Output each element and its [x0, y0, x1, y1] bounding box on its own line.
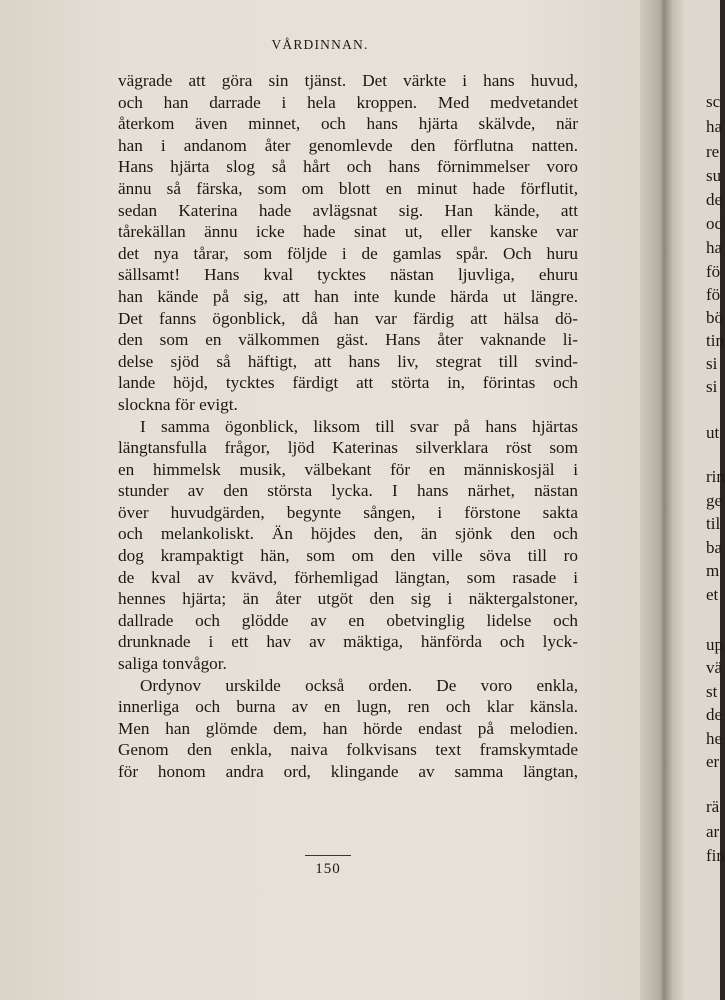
right-page-fragment: er	[706, 752, 720, 771]
text-line: delse sjöd så häftigt, att hans liv, stegrat till svind-	[118, 351, 578, 371]
right-page-fragment: ut	[706, 423, 720, 442]
text-line: han kände på sig, att han inte kunde härda ut längre.	[118, 286, 578, 306]
text-line: Genom den enkla, naiva folkvisans text framskymtade	[118, 740, 578, 760]
right-page-fragment: bö	[706, 308, 723, 327]
text-line: han i andanom åter genomlevde den förflutna natten.	[118, 135, 578, 155]
right-page-fragment: sc	[706, 92, 721, 111]
right-page-fragment: til	[706, 514, 721, 533]
text-line: stunder av den största lycka. I hans närhet, nästan	[118, 481, 578, 501]
text-line: tårekällan ännu icke hade sinat ut, eller kanske var	[118, 222, 578, 242]
text-line: lande höjd, tycktes färdigt att störta in, förintas och	[118, 373, 578, 393]
right-page-fragment: he	[706, 729, 723, 748]
right-page-fragment: ha	[706, 117, 723, 136]
right-page-fragment: de	[706, 705, 723, 724]
right-page-fragment: fin	[706, 846, 725, 865]
page-number: 150	[315, 861, 341, 877]
right-page-fragment: m	[706, 561, 720, 580]
book-gutter	[640, 0, 684, 1000]
right-page	[684, 0, 725, 1000]
text-line: ännu så färska, som om blott en minut hade förflutit,	[118, 178, 578, 198]
text-line: den som en välkommen gäst. Hans åter vaknande li-	[118, 330, 578, 350]
right-page-fragment: fö	[706, 262, 721, 281]
body-text	[118, 70, 578, 783]
text-line: för honom andra ord, klingande av samma längtan,	[118, 762, 578, 781]
text-line: I samma ögonblick, liksom till svar på hans hjärtas	[140, 416, 578, 436]
text-line: en himmelsk musik, välbekant för en människosjäl i	[118, 459, 578, 479]
text-line: och han darrade i hela kroppen. Med medvetandet	[118, 92, 578, 112]
text-line: hennes hjärta; än åter utgöt den sig i näktergalstoner,	[118, 589, 578, 609]
text-line: saliga tonvågor.	[118, 654, 227, 674]
right-page-fragment: oc	[706, 214, 723, 233]
right-page-fragment: su	[706, 166, 722, 185]
right-page-fragment: ar	[706, 822, 720, 841]
right-page-fragment: ge	[706, 491, 723, 510]
right-page-fragment: tin	[706, 331, 724, 350]
text-line: de kval av kvävd, förhemligad längtan, som rasade i	[118, 567, 578, 587]
text-line: det nya tårar, som följde i de gamlas spår. Och huru	[118, 243, 578, 263]
right-page-fragment: rä	[706, 797, 720, 816]
text-line: Det fanns ögonblick, då han var färdig att hälsa dö-	[118, 308, 578, 328]
running-head: VÅRDINNAN.	[271, 37, 369, 52]
right-page-fragment: ha	[706, 238, 723, 257]
right-page-fragment: st	[706, 682, 718, 701]
right-page-fragment: vä	[706, 658, 723, 677]
text-line: Ordynov urskilde också orden. De voro enkla,	[140, 675, 578, 695]
right-page-fragment: up	[706, 635, 723, 654]
text-line: sällsamt! Hans kval tycktes nästan ljuvliga, ehuru	[118, 265, 578, 285]
text-line: drunknade i ett hav av mäktiga, hänförda och lyck-	[118, 632, 578, 652]
text-line: slockna för evigt.	[118, 394, 238, 414]
right-page-fragment: de	[706, 190, 723, 209]
text-line: och melankoliskt. Än höjdes den, än sjönk den och	[118, 524, 578, 544]
right-page-fragment: si	[706, 377, 718, 396]
right-page-fragment: ba	[706, 538, 723, 557]
text-line: Hans hjärta slog så hårt och hans förnimmelser voro	[118, 157, 578, 177]
text-line: längtansfulla frågor, ljöd Katerinas silverklara röst som	[118, 438, 578, 458]
right-page-fragment: et	[706, 585, 719, 604]
text-line: dallrade och glödde av en obetvinglig lidelse och	[118, 610, 578, 630]
right-page-fragment: fö	[706, 285, 721, 304]
right-page-fragment: rin	[706, 467, 725, 486]
text-line: vägrade att göra sin tjänst. Det värkte i hans huvud,	[118, 71, 578, 90]
text-line: återkom även minnet, och hans hjärta skälvde, när	[118, 114, 578, 134]
text-line: innerliga och burna av en lugn, ren och klar känsla.	[118, 697, 578, 717]
page-number-rule	[305, 855, 351, 856]
right-page-fragment: si	[706, 354, 718, 373]
right-page-fragment: re	[706, 142, 720, 161]
text-line: över huvudgärden, begynte sången, i förstone sakta	[118, 502, 578, 522]
text-line: sedan Katerina hade avlägsnat sig. Han kände, att	[118, 200, 578, 220]
text-line: dog krampaktigt hän, som om den ville söva till ro	[118, 546, 578, 566]
text-line: Men han glömde dem, han hörde endast på melodien.	[118, 718, 578, 738]
